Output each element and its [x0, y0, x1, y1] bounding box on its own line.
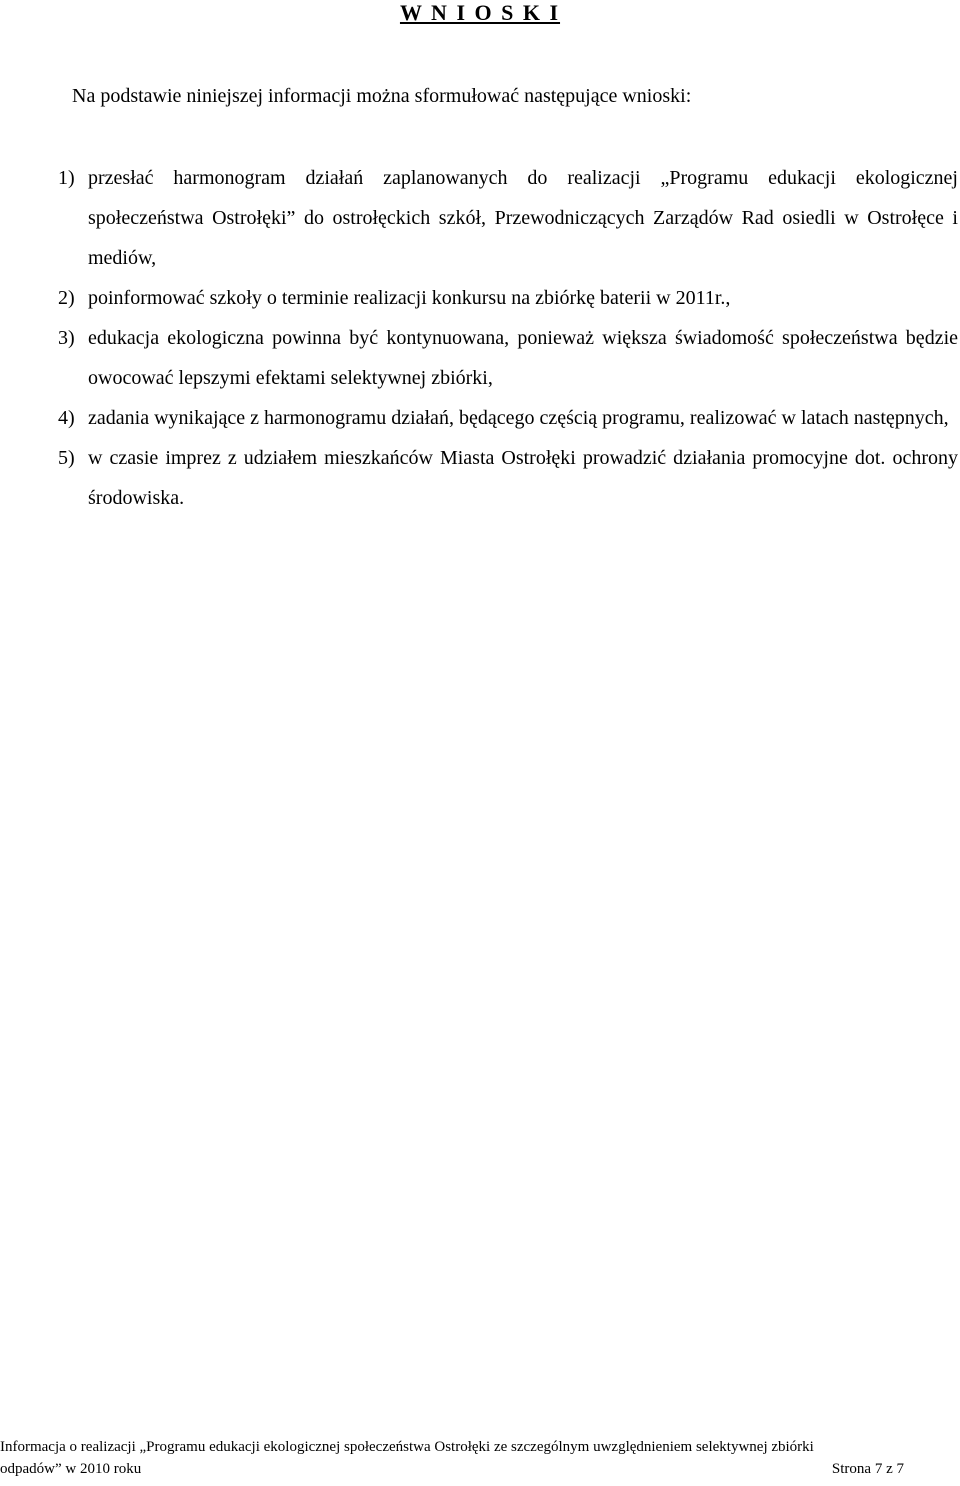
intro-text: Na podstawie niniejszej informacji można sformułować następujące wnioski:	[72, 85, 692, 107]
list-item	[58, 438, 958, 518]
list-item	[58, 278, 958, 318]
document-title: W N I O S K I	[399, 0, 561, 25]
list-item-text: poinformować szkoły o terminie realizacji konkursu na zbiórkę baterii w 2011r.,	[88, 287, 731, 309]
footer-document-title: Informacja o realizacji „Programu edukacji ekologicznej społeczeństwa Ostrołęki ze szczególnym uwzględnieniem selektywnej zbiórki	[0, 1439, 814, 1455]
list-item	[58, 158, 958, 278]
list-item	[58, 318, 958, 398]
list-item-text: edukacja ekologiczna powinna być kontynuowana, ponieważ większa świadomość społeczeństwa będzie owocować lepszymi efektami selektywnej zbiórki,	[88, 327, 958, 389]
footer-second-line	[0, 1458, 904, 1480]
list-item	[58, 398, 958, 438]
list-item-number: 5)	[58, 447, 75, 469]
page-footer	[0, 1436, 904, 1480]
conclusions-list	[58, 158, 958, 518]
list-item-number: 1)	[58, 167, 75, 189]
list-item-number: 2)	[58, 287, 75, 309]
list-item-text: w czasie imprez z udziałem mieszkańców Miasta Ostrołęki prowadzić działania promocyjne dot. ochrony środowiska.	[88, 447, 958, 509]
list-item-text: przesłać harmonogram działań zaplanowanych do realizacji „Programu edukacji ekologicznej społeczeństwa Ostrołęki” do ostrołęckich szkół, Przewodniczących Zarządów Rad osiedli w Ostrołęce i mediów,	[88, 167, 958, 269]
list-item-number: 4)	[58, 407, 75, 429]
footer-document-title-continued: odpadów” w 2010 roku	[0, 1461, 142, 1477]
list-item-text: zadania wynikające z harmonogramu działań, będącego częścią programu, realizować w latach następnych,	[88, 407, 949, 429]
page-number: Strona 7 z 7	[831, 1461, 904, 1477]
list-item-number: 3)	[58, 327, 75, 349]
